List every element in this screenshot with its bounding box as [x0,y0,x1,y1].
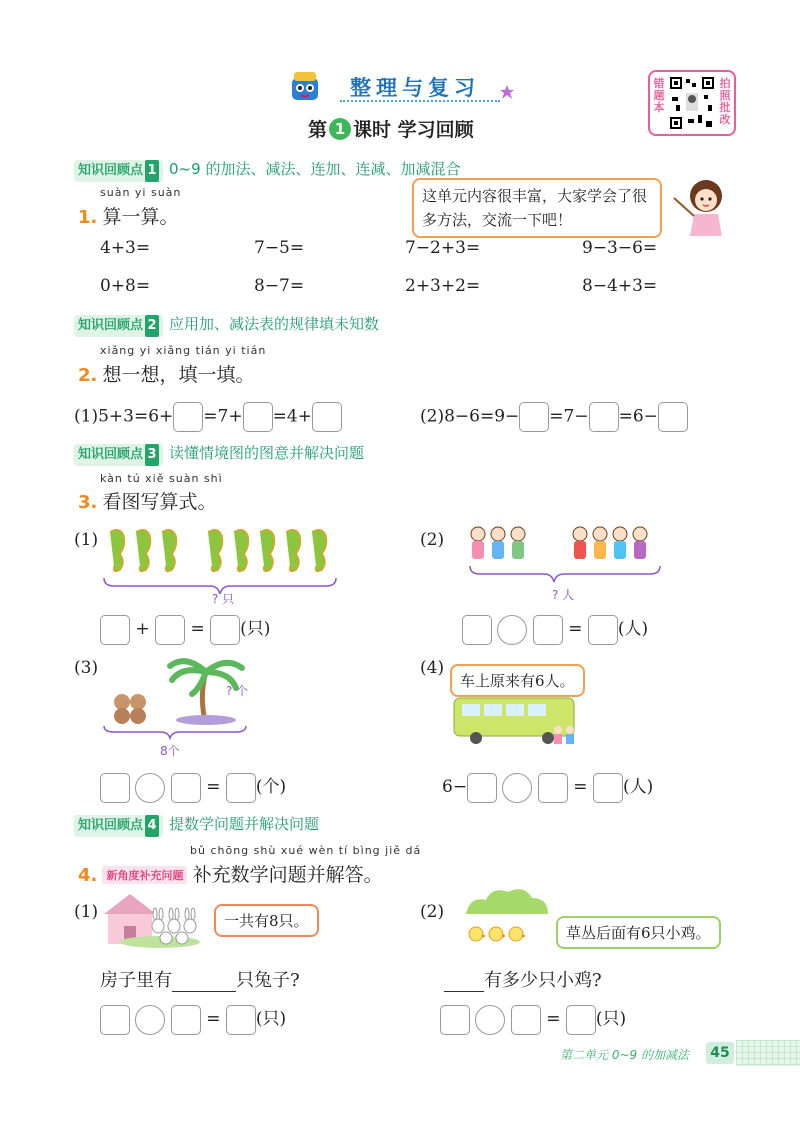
bus-illustration [452,696,582,748]
question-title: 想一想，填一填。 [102,364,255,386]
answer-box[interactable] [100,773,130,803]
problem-label: (2) [420,530,445,550]
operator-circle[interactable] [135,1005,165,1035]
side-label: ? 个 [226,684,249,698]
problem-label: (2) [420,902,445,922]
answer-box[interactable] [100,1005,130,1035]
question-text: 有多少只小鸡? [444,966,602,992]
section-title: 0~9 的加法、减法、连加、连减、加减混合 [169,160,461,178]
qr-right-label: 拍照批改 [719,77,731,126]
answer-line: = (个) [100,772,286,803]
answer-line: = (只) [100,1004,286,1035]
equation: 0+8= [100,276,151,296]
answer-line: + = (只) [100,614,270,645]
operator-circle[interactable] [502,773,532,803]
answer-blank[interactable] [172,973,236,992]
equation: 7−2+3= [405,238,481,258]
pinyin: suàn yi suàn [100,186,182,199]
brace-label: 8个 [160,744,180,758]
rabbits-house-illustration [100,890,210,952]
pinyin: bǔ chōng shù xué wèn tí bìng jiě dá [190,844,422,857]
lesson-title: 第 1 课时 学习回顾 [308,119,474,141]
equation: 9−3−6= [582,238,658,258]
question-title: 补充数学问题并解答。 [192,864,383,886]
coconut-tree-illustration [100,656,250,742]
question-number: 4. [78,865,98,886]
section-header-4 [74,813,319,835]
qr-code-icon[interactable] [668,75,716,131]
brace-label: ? 人 [552,588,575,602]
question-title: 看图写算式。 [102,491,217,513]
question-4-heading [78,860,383,887]
title-underline [340,100,500,102]
section-header-3 [74,442,364,464]
qr-left-label: 错题本 [653,77,665,114]
problem-label: (1) [74,530,99,550]
question-title: 算一算。 [102,206,179,228]
answer-box[interactable] [171,773,201,803]
footer-unit: 第二单元 0~9 的加减法 [560,1048,689,1062]
equation: 8−4+3= [582,276,658,296]
fill-in-problem-1: (1)5+3=6+ =7+ =4+ [74,402,342,432]
question-text: 房子里有 只兔子? [100,970,300,991]
pinyin: xiǎng yi xiǎng tián yi tián [100,344,267,357]
answer-box[interactable] [589,402,619,432]
new-angle-tag: 新角度补充问题 [102,866,187,884]
answer-box[interactable] [533,615,563,645]
footer-grid-decoration [736,1040,800,1066]
answer-box[interactable] [173,402,203,432]
problem-label: (3) [74,658,99,678]
equation: 4+3= [100,238,151,258]
section-title: 读懂情境图的图意并解决问题 [169,444,365,462]
answer-box[interactable] [226,1005,256,1035]
fill-in-problem-2: (2)8−6=9− =7− =6− [420,402,688,432]
answer-box[interactable] [210,615,240,645]
answer-box[interactable] [440,1005,470,1035]
knowledge-badge: 知识回顾点 4 [74,815,163,837]
page-number: 45 [706,1042,734,1064]
star-icon [500,84,514,103]
answer-box[interactable] [155,615,185,645]
answer-box[interactable] [226,773,256,803]
knowledge-badge: 知识回顾点 1 [74,160,163,182]
answer-box[interactable] [593,773,623,803]
brace-label: ? 只 [212,592,235,606]
answer-box[interactable] [538,773,568,803]
lesson-number-badge: 1 [329,118,351,140]
equation: 8−7= [254,276,305,296]
problem-label: (1) [74,902,99,922]
question-3-heading [78,487,216,514]
question-1-heading [78,202,178,229]
pinyin: kàn tú xiě suàn shì [100,472,223,485]
answer-box[interactable] [511,1005,541,1035]
chicks-bush-illustration [462,886,552,952]
teacher-speech-bubble: 这单元内容很丰富，大家学会了很多方法，交流一下吧！ [412,178,662,238]
children-illustration [466,522,666,592]
section-title: 应用加、减法表的规律填未知数 [169,315,380,333]
question-number: 2. [78,365,98,386]
rabbit-speech-bubble: 一共有8只。 [214,904,319,937]
answer-box[interactable] [100,615,130,645]
operator-circle[interactable] [135,773,165,803]
answer-box[interactable] [467,773,497,803]
answer-box[interactable] [462,615,492,645]
section-title: 提数学问题并解决问题 [169,815,320,833]
answer-box[interactable] [658,402,688,432]
teacher-avatar-icon [672,176,732,240]
answer-box[interactable] [588,615,618,645]
qr-panel[interactable] [648,70,736,136]
knowledge-badge: 知识回顾点 3 [74,444,163,466]
equation: 2+3+2= [405,276,481,296]
question-2-heading [78,360,254,387]
problem-label: (4) [420,658,445,678]
mascot-icon [290,70,320,102]
answer-line: = (人) [462,614,648,645]
section-header-1 [74,158,460,180]
equation: 7−5= [254,238,305,258]
unit-title: 整理与复习 [350,76,480,100]
question-number: 3. [78,492,98,513]
answer-box[interactable] [312,402,342,432]
answer-box[interactable] [566,1005,596,1035]
answer-line: = (只) [440,1004,626,1035]
section-header-2 [74,313,379,335]
operator-circle[interactable] [475,1005,505,1035]
answer-blank[interactable] [444,973,484,992]
knowledge-badge: 知识回顾点 2 [74,315,163,337]
answer-line: 6− = (人) [442,772,653,803]
answer-box[interactable] [519,402,549,432]
operator-circle[interactable] [497,615,527,645]
answer-box[interactable] [171,1005,201,1035]
question-number: 1. [78,207,98,228]
bus-speech-bubble: 车上原来有6人。 [450,664,585,697]
chick-speech-bubble: 草丛后面有6只小鸡。 [556,916,721,949]
answer-box[interactable] [243,402,273,432]
